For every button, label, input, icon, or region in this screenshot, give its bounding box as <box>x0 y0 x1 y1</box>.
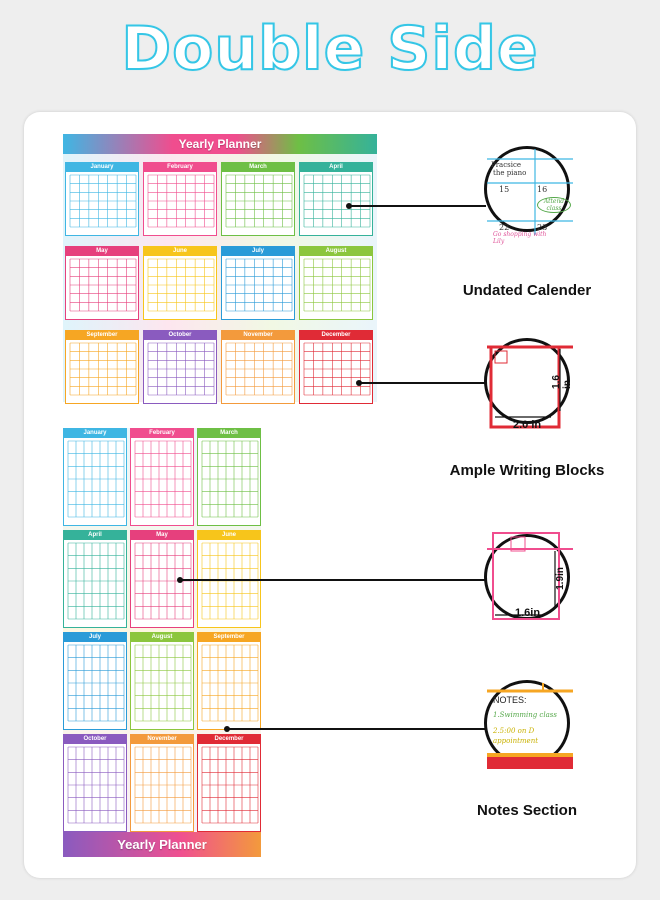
month-name: November <box>222 331 294 340</box>
callout-caption: Ample Writing Blocks <box>449 462 605 479</box>
month-name: October <box>64 735 126 744</box>
month-day-grid <box>70 343 136 395</box>
notes-line: 2.5:00 on D <box>493 727 535 735</box>
month-name: October <box>144 331 216 340</box>
width-dimension: 2.0 in <box>513 419 542 431</box>
height-dimension: 1.6 in <box>550 375 573 389</box>
month-name: June <box>144 247 216 256</box>
callout-caption: Undated Calender <box>462 282 592 299</box>
month-day-grid <box>202 645 258 721</box>
month-block <box>63 734 127 832</box>
month-block <box>65 330 139 404</box>
month-name: July <box>64 633 126 642</box>
month-block <box>130 734 194 832</box>
month-day-grid <box>135 747 191 823</box>
month-name: September <box>66 331 138 340</box>
month-name: December <box>198 735 260 744</box>
month-block <box>130 632 194 730</box>
month-day-grid <box>70 175 136 227</box>
day-number: 23 <box>537 223 548 232</box>
month-name: February <box>144 163 216 172</box>
month-block <box>63 428 127 526</box>
month-name: April <box>300 163 372 172</box>
month-block <box>197 428 261 526</box>
notes-label: NOTES: <box>493 695 527 705</box>
month-day-grid <box>304 175 370 227</box>
month-block <box>143 162 217 236</box>
month-day-grid <box>68 543 124 619</box>
month-block <box>65 246 139 320</box>
month-block <box>130 428 194 526</box>
month-block <box>197 632 261 730</box>
poster-banner-bottom: Yearly Planner <box>63 832 261 857</box>
callout-line <box>181 579 486 581</box>
month-name: May <box>66 247 138 256</box>
month-block <box>221 162 295 236</box>
month-day-grid <box>68 645 124 721</box>
month-name: June <box>198 531 260 540</box>
month-name: March <box>222 163 294 172</box>
callout-line <box>228 728 486 730</box>
month-block <box>65 162 139 236</box>
month-name: November <box>131 735 193 744</box>
month-day-grid <box>135 441 191 517</box>
month-day-grid <box>68 747 124 823</box>
month-block <box>299 330 373 404</box>
portrait-block-zoom <box>484 534 570 620</box>
month-block <box>299 162 373 236</box>
handwritten-note: Go shopping with Lily <box>493 231 547 245</box>
month-name: August <box>300 247 372 256</box>
day-number: 16 <box>537 185 548 194</box>
callout-caption: Notes Section <box>476 802 578 819</box>
month-block <box>299 246 373 320</box>
note-text: the piano <box>493 169 527 177</box>
month-day-grid <box>68 441 124 517</box>
month-day-grid <box>148 259 214 311</box>
month-name: April <box>64 531 126 540</box>
month-name: July <box>222 247 294 256</box>
month-block <box>197 734 261 832</box>
page-title: Double Side <box>121 14 539 84</box>
circled-note: Attend class <box>537 197 571 213</box>
month-day-grid <box>135 645 191 721</box>
month-block <box>63 530 127 628</box>
writing-block-zoom <box>484 338 573 431</box>
height-dimension: 1.9in <box>554 567 566 590</box>
notes-line: 1.Swimming class <box>493 711 557 719</box>
month-name: August <box>131 633 193 642</box>
callout-line <box>360 382 486 384</box>
month-name: May <box>131 531 193 540</box>
month-day-grid <box>70 259 136 311</box>
notes-section-zoom <box>484 680 570 766</box>
month-block <box>63 632 127 730</box>
note-text: Pracsice <box>491 161 522 169</box>
month-day-grid <box>304 259 370 311</box>
month-day-grid <box>148 343 214 395</box>
month-day-grid <box>304 343 370 395</box>
width-dimension: 1.6in <box>515 607 541 619</box>
month-day-grid <box>226 175 292 227</box>
callout-line <box>350 205 486 207</box>
month-day-grid <box>226 259 292 311</box>
month-block <box>143 246 217 320</box>
month-name: September <box>198 633 260 642</box>
poster-banner: Yearly Planner <box>63 134 377 154</box>
month-day-grid <box>202 543 258 619</box>
day-number: 15 <box>499 185 510 194</box>
yearly-planner-landscape <box>63 134 377 402</box>
month-block <box>221 330 295 404</box>
month-name: January <box>64 429 126 438</box>
notes-line: appointment <box>493 737 539 745</box>
month-name: March <box>198 429 260 438</box>
month-day-grid <box>226 343 292 395</box>
undated-calendar-zoom <box>484 146 570 245</box>
month-name: January <box>66 163 138 172</box>
month-day-grid <box>148 175 214 227</box>
day-number: 22 <box>499 223 510 232</box>
month-block <box>143 330 217 404</box>
month-name: February <box>131 429 193 438</box>
month-day-grid <box>202 441 258 517</box>
yearly-planner-portrait <box>63 428 261 857</box>
month-block <box>221 246 295 320</box>
month-day-grid <box>202 747 258 823</box>
month-name: December <box>300 331 372 340</box>
